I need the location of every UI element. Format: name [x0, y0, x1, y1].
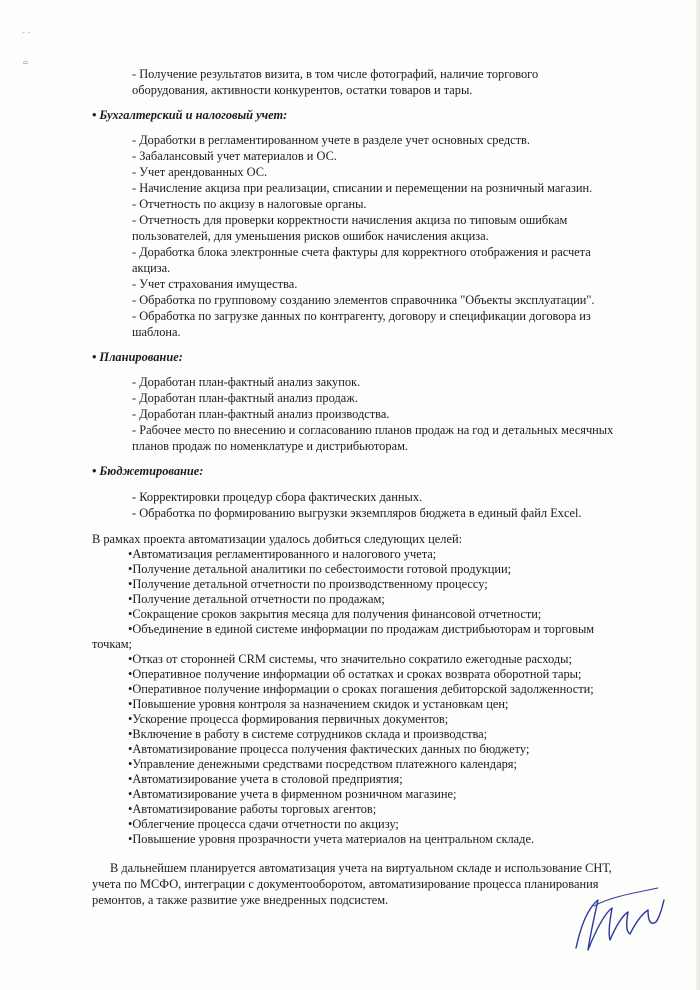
text-line: - Отчетность для проверки корректности начисления акциза по типовым ошибкам: [132, 213, 568, 227]
text-line: шаблона.: [132, 325, 181, 339]
goal-item: •Получение детальной отчетности по производственному процессу;: [128, 577, 488, 591]
text-line: - Обработка по групповому созданию элементов справочника "Объекты эксплуатации".: [132, 293, 595, 307]
goal-item: •Получение детальной аналитики по себестоимости готовой продукции;: [128, 562, 512, 576]
goal-item: •Оперативное получение информации о сроках погашения дебиторской задолженности;: [128, 682, 594, 696]
text-line: - Забалансовый учет материалов и ОС.: [132, 149, 337, 163]
goal-item: •Получение детальной отчетности по продажам;: [128, 592, 385, 606]
text-line: - Доработан план-фактный анализ производства.: [132, 407, 390, 421]
text-line: - Корректировки процедур сбора фактических данных.: [132, 490, 423, 504]
text-line: - Доработан план-фактный анализ продаж.: [132, 391, 358, 405]
goal-item: •Повышение уровня прозрачности учета материалов на центральном складе.: [128, 832, 535, 846]
text-line: акциза.: [132, 261, 171, 275]
goal-item: •Управление денежными средствами посредством платежного календаря;: [128, 757, 517, 771]
goal-item: •Автоматизирование работы торговых агентов;: [128, 802, 377, 816]
goal-item: •Ускорение процесса формирования первичных документов;: [128, 712, 449, 726]
text-line: - Доработан план-фактный анализ закупок.: [132, 375, 361, 389]
text-line: - Учет арендованных ОС.: [132, 165, 268, 179]
page-edge: [696, 0, 700, 990]
text-line: - Учет страхования имущества.: [132, 277, 298, 291]
text-line: планов продаж по номенклатуре и дистрибьюторам.: [132, 439, 409, 453]
goal-item: •Включение в работу в системе сотрудников склада и производства;: [128, 727, 488, 741]
scan-artifact: - -: [22, 28, 31, 37]
text-line: - Начисление акциза при реализации, списании и перемещении на розничный магазин.: [132, 181, 593, 195]
goal-item: •Облегчение процесса сдачи отчетности по акцизу;: [128, 817, 399, 831]
scan-artifact: =: [22, 58, 29, 67]
goal-item-continuation: точкам;: [92, 637, 132, 651]
text-line: - Получение результатов визита, в том числе фотографий, наличие торгового: [132, 67, 539, 81]
goal-item: •Отказ от сторонней CRM системы, что значительно сократило ежегодные расходы;: [128, 652, 572, 666]
goal-item: •Автоматизирование учета в столовой предприятия;: [128, 772, 403, 786]
goal-item: •Объединение в единой системе информации по продажам дистрибьюторам и торговым: [128, 622, 595, 636]
goal-item: •Повышение уровня контроля за назначением скидок и установкам цен;: [128, 697, 509, 711]
section-heading-planning: • Планирование:: [92, 350, 183, 364]
goal-item: •Оперативное получение информации об остатках и сроках возврата оборотной тары;: [128, 667, 582, 681]
text-line: оборудования, активности конкурентов, остатки товаров и тары.: [132, 83, 473, 97]
goal-item: •Автоматизация регламентированного и налогового учета;: [128, 547, 437, 561]
text-line: пользователей, для уменьшения рисков ошибок начисления акциза.: [132, 229, 489, 243]
handwritten-signature: [568, 870, 668, 960]
text-line: - Обработка по формированию выгрузки экземпляров бюджета в единый файл Excel.: [132, 506, 582, 520]
goal-item: •Автоматизирование учета в фирменном розничном магазине;: [128, 787, 457, 801]
text-line: - Доработка блока электронные счета фактуры для корректного отображения и расчета: [132, 245, 591, 259]
closing-paragraph: учета по МСФО, интеграции с документооборотом, автоматизирование процесса планирования: [92, 877, 599, 891]
closing-paragraph: В дальнейшем планируется автоматизация учета на виртуальном складе и использование СНТ,: [110, 861, 612, 875]
section-heading-budgeting: • Бюджетирование:: [92, 464, 204, 478]
goals-intro: В рамках проекта автоматизации удалось добиться следующих целей:: [92, 532, 463, 546]
goal-item: •Автоматизирование процесса получения фактических данных по бюджету;: [128, 742, 530, 756]
closing-paragraph: ремонтов, а также развитие уже внедренных подсистем.: [92, 893, 389, 907]
text-line: - Отчетность по акцизу в налоговые органы.: [132, 197, 367, 211]
text-line: - Обработка по загрузке данных по контрагенту, договору и спецификации договора из: [132, 309, 591, 323]
goal-item: •Сокращение сроков закрытия месяца для получения финансовой отчетности;: [128, 607, 542, 621]
text-line: - Доработки в регламентированном учете в разделе учет основных средств.: [132, 133, 530, 147]
text-line: - Рабочее место по внесению и согласованию планов продаж на год и детальных месячных: [132, 423, 614, 437]
section-heading-accounting: • Бухгалтерский и налоговый учет:: [92, 108, 288, 122]
